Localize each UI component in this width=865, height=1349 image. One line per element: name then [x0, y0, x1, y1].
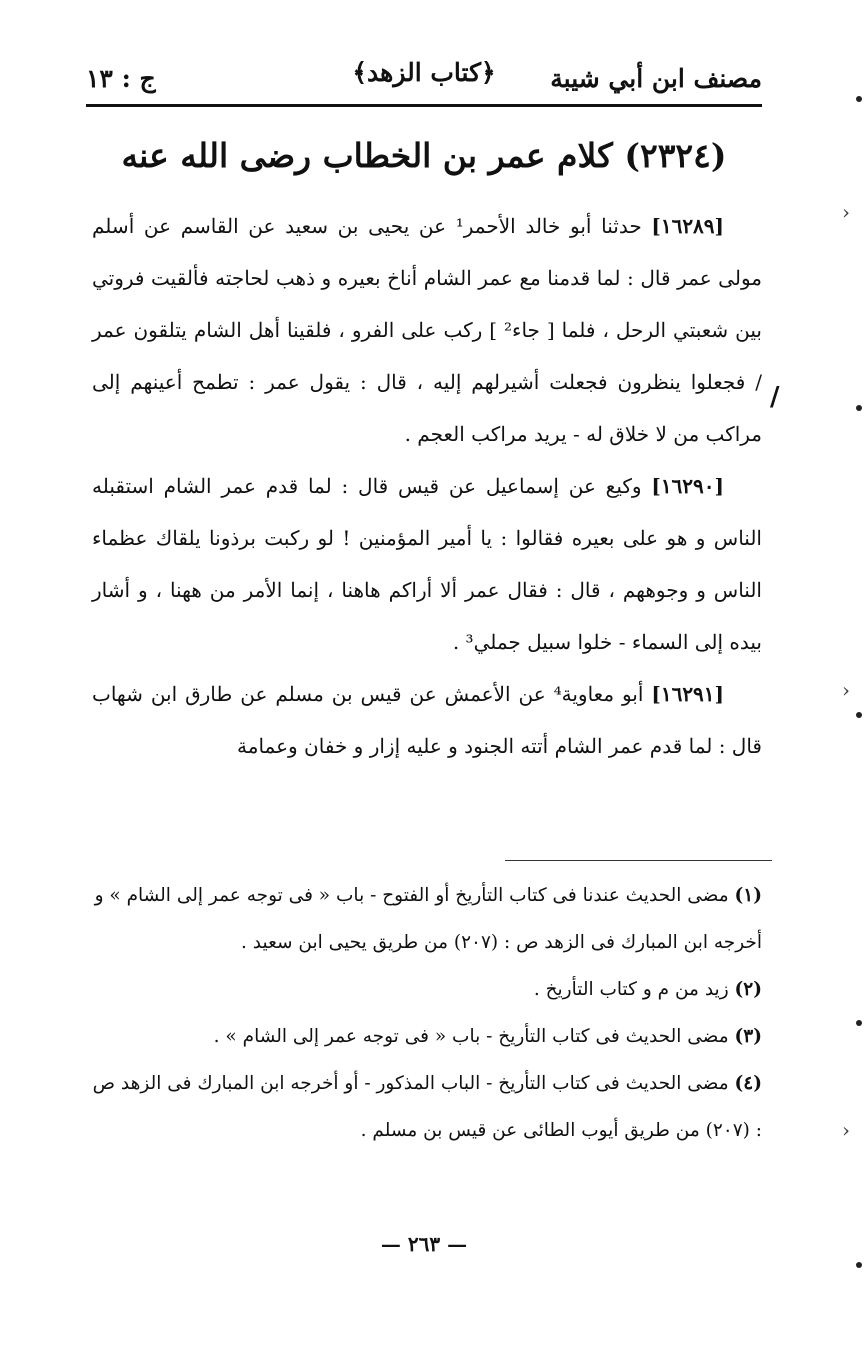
footnote-text: زيد من م و كتاب التأريخ .: [533, 979, 729, 1000]
footnote-item: [92, 966, 762, 1013]
scan-dot: [856, 1262, 862, 1268]
hadith-number: [١٦٢٨٩]: [651, 214, 725, 238]
hadith-text: أبو معاوية⁴ عن الأعمش عن قيس بن مسلم عن طارق ابن شهاب قال : لما قدم عمر الشام أتته الجنود و عليه إزار و خفان وعمامة: [92, 682, 762, 758]
main-text: [92, 200, 762, 772]
footnote-text: مضى الحديث عندنا فى كتاب التأريخ أو الفتوح - باب « فى توجه عمر إلى الشام » و أخرجه ابن المبارك فى الزهد ص : (٢٠٧) من طريق يحيى ابن سعيد .: [94, 885, 762, 953]
hadith-paragraph: [92, 460, 762, 668]
footnote-item: [92, 1060, 762, 1154]
scan-tick: ‹: [842, 678, 850, 702]
footnote-item: [92, 872, 762, 966]
hadith-paragraph: [92, 668, 762, 772]
page-number: — ٢٦٣ —: [380, 1232, 468, 1256]
hadith-number: [١٦٢٩١]: [651, 682, 725, 706]
chapter-title: (٢٣٢٤) كلام عمر بن الخطاب رضى الله عنه: [121, 136, 727, 175]
hadith-number: [١٦٢٩٠]: [651, 474, 724, 498]
footnotes: [92, 872, 762, 1154]
hadith-text: حدثنا أبو خالد الأحمر¹ عن يحيى بن سعيد عن القاسم عن أسلم مولى عمر قال : لما قدمنا مع عمر الشام أناخ بعيره و ذهب لحاجته فألقيت فروتي بين شعبتي الرحل ، فلما [ جاء² ] ركب على الفرو ، فلقينا أهل الشام يتلقون عمر / فجعلوا ينظرون فجعلت أشيرلهم إليه ، قال : يقول عمر : تطمح أعينهم إلى مراكب من لا خلاق له - يريد مراكب العجم .: [92, 214, 762, 446]
scan-tick: ‹: [842, 1118, 850, 1142]
footnote-number: (١): [734, 885, 762, 906]
header-volume: ج : ١٣: [86, 63, 156, 93]
scan-dot: [856, 405, 862, 411]
header-chapter-name: ﴿كتاب الزهد﴾: [352, 58, 496, 87]
footnote-divider: [505, 860, 772, 861]
footnote-item: [92, 1013, 762, 1060]
running-header: [86, 52, 762, 107]
hadith-paragraph: [92, 200, 762, 460]
footnote-text: مضى الحديث فى كتاب التأريخ - باب « فى توجه عمر إلى الشام » .: [213, 1026, 729, 1047]
header-book-title: مصنف ابن أبي شيبة: [550, 63, 762, 93]
margin-folio-mark: /: [770, 382, 780, 412]
footnote-number: (٣): [734, 1026, 762, 1047]
scan-dot: [856, 712, 862, 718]
scan-tick: ‹: [842, 200, 850, 224]
footnote-number: (٤): [734, 1073, 762, 1094]
scan-dot: [856, 96, 862, 102]
footnote-text: مضى الحديث فى كتاب التأريخ - الباب المذكور - أو أخرجه ابن المبارك فى الزهد ص : (٢٠٧) من طريق أيوب الطائى عن قيس بن مسلم .: [92, 1073, 762, 1141]
footnote-number: (٢): [734, 979, 762, 1000]
hadith-text: وكيع عن إسماعيل عن قيس قال : لما قدم عمر الشام استقبله الناس و هو على بعيره فقالوا : يا أمير المؤمنين ! لو ركبت برذونا يلقاك عظماء الناس و وجوههم ، قال : فقال عمر ألا أراكم هاهنا ، إنما الأمر من ههنا ، و أشار بيده إلى السماء - خلوا سبيل جملي³ .: [92, 474, 762, 654]
scan-dot: [856, 1020, 862, 1026]
